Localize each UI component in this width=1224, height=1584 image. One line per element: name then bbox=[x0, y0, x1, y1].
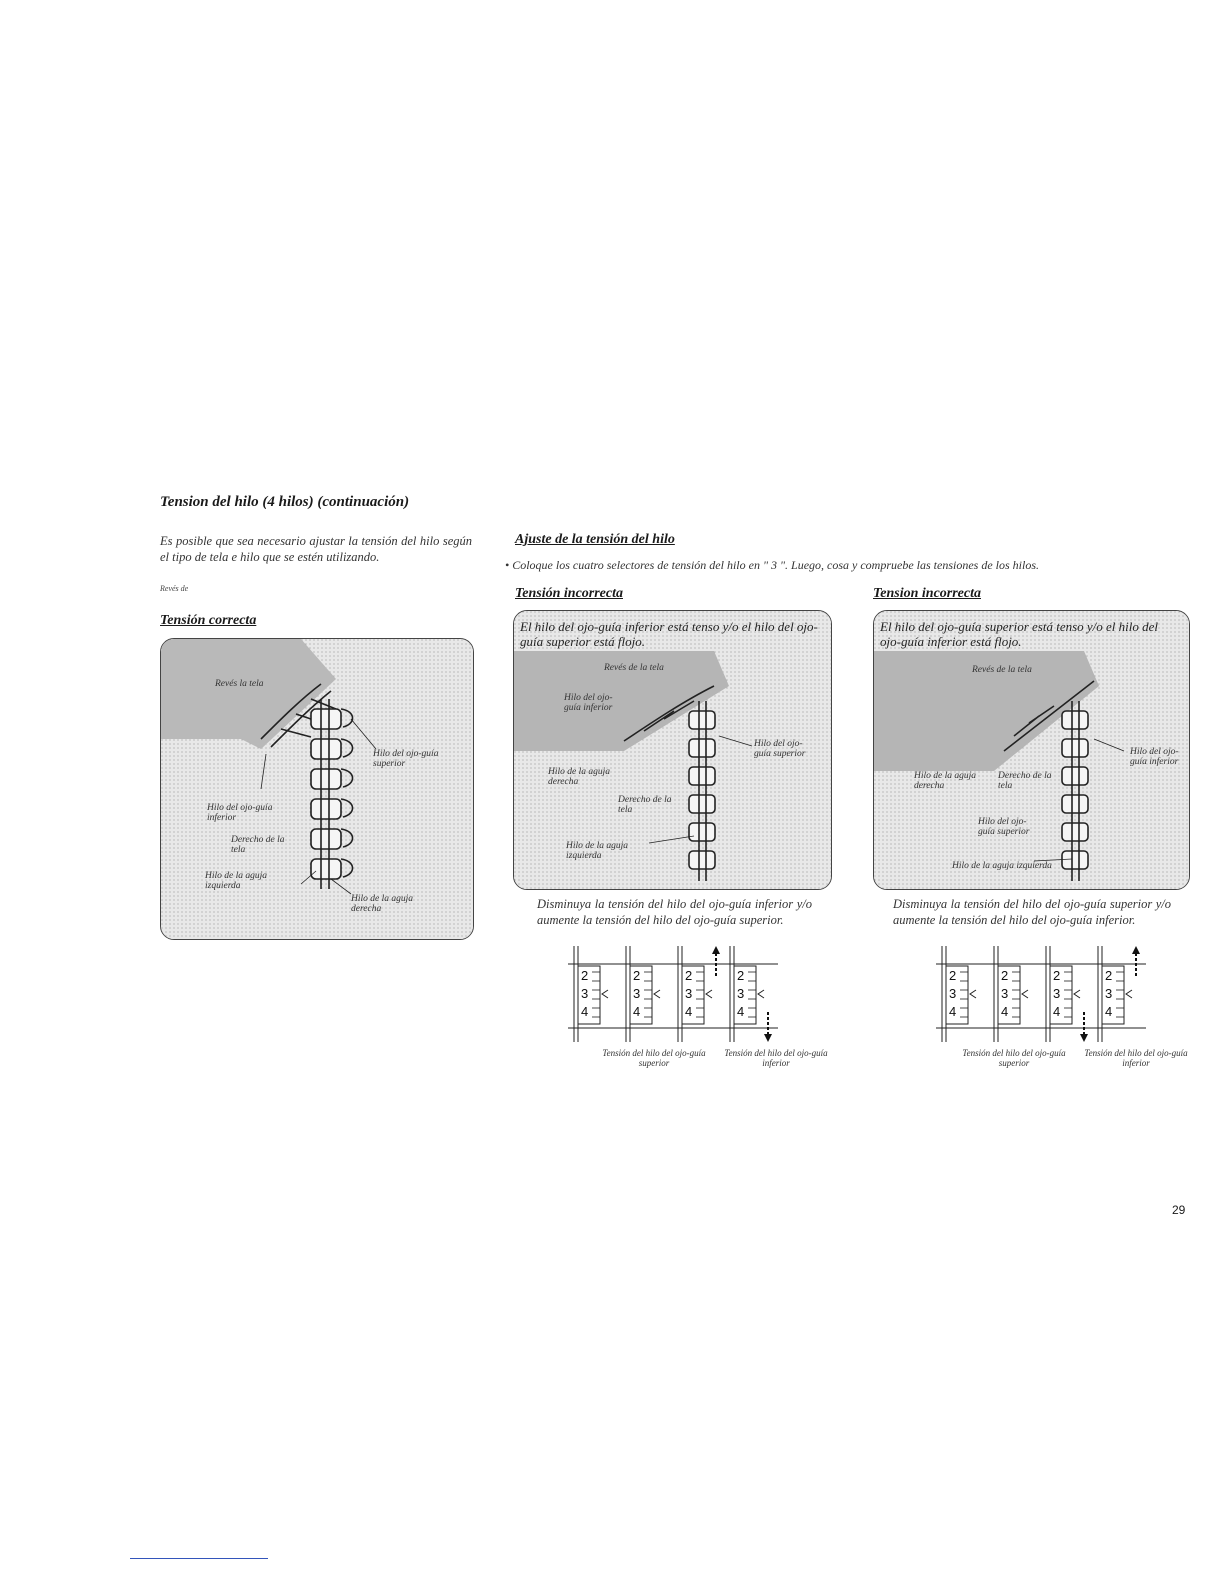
inc1-label-lower-looper: Hilo del ojo-guía inferior bbox=[564, 693, 613, 713]
inc2-label-upper-looper: Hilo del ojo-guía superior bbox=[978, 817, 1030, 837]
incorrect-tension-heading-2: Tension incorrecta bbox=[873, 586, 981, 601]
dial-digit: 4 bbox=[581, 1004, 589, 1019]
correct-tension-illustration bbox=[160, 638, 474, 940]
arrow-down-icon bbox=[764, 1012, 772, 1042]
caption-2-right: Tensión del hilo del ojo-guía inferior bbox=[1084, 1048, 1188, 1068]
tension-dials-2 bbox=[936, 946, 1146, 1042]
arrow-down-icon bbox=[1080, 1012, 1088, 1042]
dial-digit: 2 bbox=[737, 968, 745, 983]
dial-digit: 3 bbox=[1053, 986, 1061, 1001]
advice-1: Disminuya la tensión del hilo del ojo-guía inferior y/o aumente la tensión del hilo del ojo-guía superior. bbox=[537, 897, 812, 927]
dial-digit: 3 bbox=[949, 986, 957, 1001]
dial-digit: 3 bbox=[685, 986, 693, 1001]
dial-digit: 3 bbox=[581, 986, 589, 1001]
caption-2-left: Tensión del hilo del ojo-guía superior bbox=[962, 1048, 1066, 1068]
inc1-label-right-needle: Hilo de la aguja derecha bbox=[548, 767, 611, 787]
inc2-label-lower-looper: Hilo del ojo-guía inferior bbox=[1130, 747, 1179, 767]
adjust-instruction: • Coloque los cuatro selectores de tensión del hilo en " 3 ". Luego, cosa y compruebe las tensiones de los hilos. bbox=[505, 558, 1039, 572]
tension-dials-1 bbox=[568, 946, 778, 1042]
correct-tension-heading: Tensión correcta bbox=[160, 613, 257, 628]
dial-digit: 4 bbox=[1105, 1004, 1113, 1019]
dial-strip-2 bbox=[936, 946, 1146, 1047]
intro-text: Es posible que sea necesario ajustar la tensión del hilo según el tipo de tela e hilo que se estén utilizando. bbox=[160, 534, 472, 564]
intro-small-label: Revés de bbox=[160, 584, 189, 593]
label-right-needle: Hilo de la aguja derecha bbox=[351, 894, 414, 914]
footer-rule bbox=[130, 1558, 268, 1559]
caption-1-right: Tensión del hilo del ojo-guía inferior bbox=[724, 1048, 828, 1068]
inc1-label-upper-looper: Hilo del ojo-guía superior bbox=[754, 739, 806, 759]
dial-digit: 3 bbox=[1001, 986, 1009, 1001]
page-number: 29 bbox=[1172, 1203, 1186, 1217]
adjust-instruction-text: Coloque los cuatro selectores de tensión del hilo en " 3 ". Luego, cosa y compruebe las tensiones de los hilos. bbox=[512, 558, 1039, 572]
label-reves: Revés la tela bbox=[215, 679, 264, 689]
dial-digit: 2 bbox=[581, 968, 589, 983]
label-upper-looper: Hilo del ojo-guía superior bbox=[373, 749, 439, 769]
label-lower-looper: Hilo del ojo-guía inferior bbox=[207, 803, 273, 823]
label-right-side: Derecho de la tela bbox=[231, 835, 285, 855]
advice-2: Disminuya la tensión del hilo del ojo-guía superior y/o aumente la tensión del hilo del ojo-guía inferior. bbox=[893, 897, 1171, 927]
dial-digit: 3 bbox=[633, 986, 641, 1001]
dial-strip-1 bbox=[568, 946, 778, 1047]
page-title: Tension del hilo (4 hilos) (continuación) bbox=[160, 494, 410, 510]
dial-digit: 2 bbox=[1001, 968, 1009, 983]
inc1-label-reves: Revés de la tela bbox=[604, 663, 664, 673]
inc1-label-right-side: Derecho de la tela bbox=[618, 795, 672, 815]
dial-digit: 3 bbox=[737, 986, 745, 1001]
dial-digit: 2 bbox=[633, 968, 641, 983]
inc2-label-reves: Revés de la tela bbox=[972, 665, 1032, 675]
dial-digit: 2 bbox=[1105, 968, 1113, 983]
dial-digit: 4 bbox=[685, 1004, 693, 1019]
caption-1-left: Tensión del hilo del ojo-guía superior bbox=[602, 1048, 706, 1068]
dial-digit: 4 bbox=[633, 1004, 641, 1019]
dial-digit: 2 bbox=[949, 968, 957, 983]
incorrect-tension-heading-1: Tensión incorrecta bbox=[515, 586, 623, 601]
dial-digit: 4 bbox=[1001, 1004, 1009, 1019]
inc2-label-left-needle: Hilo de la aguja izquierda bbox=[952, 861, 1052, 871]
inc1-label-left-needle: Hilo de la aguja izquierda bbox=[566, 841, 629, 861]
inc2-label-right-side: Derecho de la tela bbox=[998, 771, 1052, 791]
dial-digit: 2 bbox=[685, 968, 693, 983]
incorrect-tension-illustration-2 bbox=[873, 610, 1190, 890]
incorrect-tension-illustration-1 bbox=[513, 610, 832, 890]
arrow-up-icon bbox=[712, 946, 720, 976]
inc2-label-right-needle: Hilo de la aguja derecha bbox=[914, 771, 977, 791]
label-left-needle: Hilo de la aguja izquierda bbox=[205, 871, 268, 891]
dial-digit: 4 bbox=[949, 1004, 957, 1019]
incorrect-callout-1: El hilo del ojo-guía inferior está tenso y/o el hilo del ojo-guía superior está flojo. bbox=[520, 619, 818, 649]
dial-digit: 4 bbox=[1053, 1004, 1061, 1019]
arrow-up-icon bbox=[1132, 946, 1140, 976]
incorrect-callout-2: El hilo del ojo-guía superior está tenso y/o el hilo del ojo-guía inferior está flojo. bbox=[880, 619, 1159, 649]
dial-digit: 4 bbox=[737, 1004, 745, 1019]
adjust-tension-heading: Ajuste de la tensión del hilo bbox=[515, 532, 675, 547]
dial-digit: 2 bbox=[1053, 968, 1061, 983]
dial-digit: 3 bbox=[1105, 986, 1113, 1001]
